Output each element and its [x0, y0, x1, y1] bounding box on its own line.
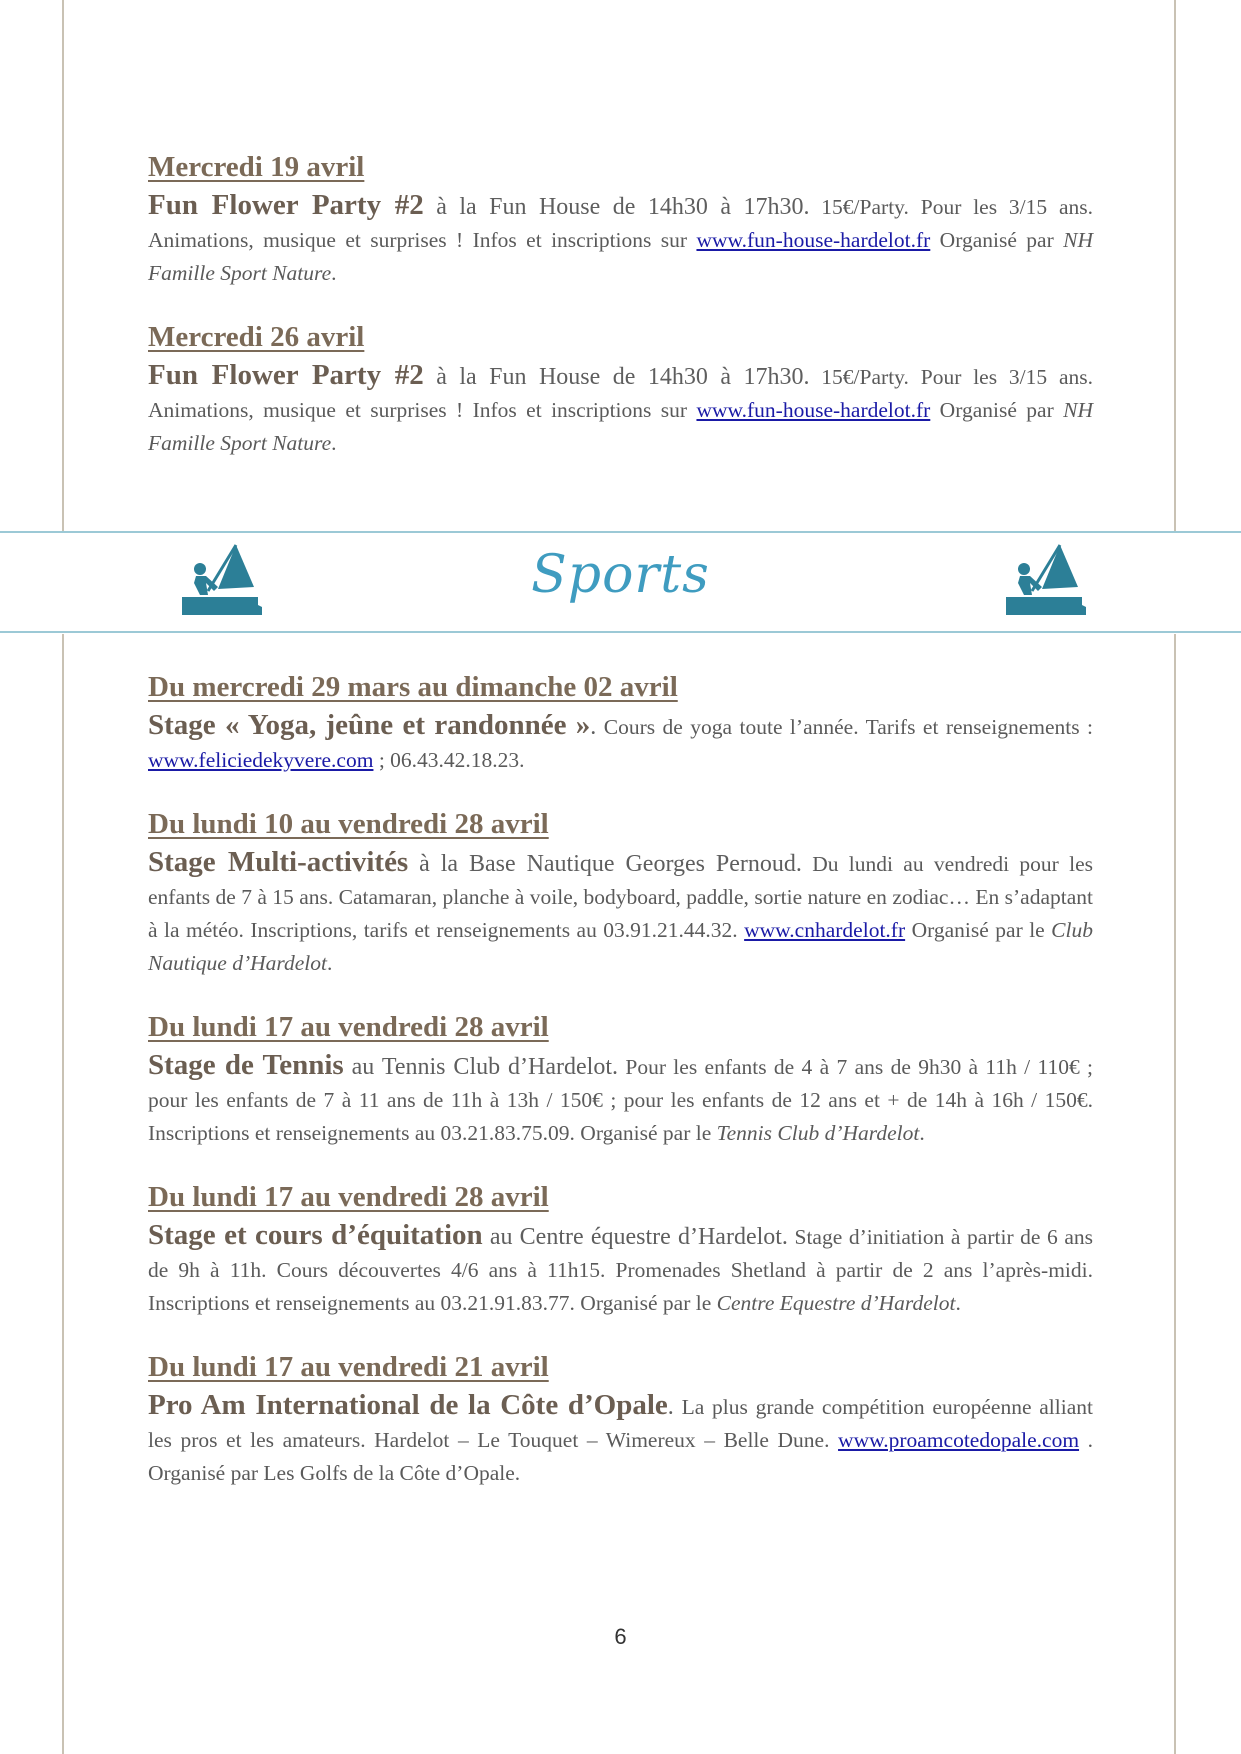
event-date: Du lundi 10 au vendredi 28 avril [148, 808, 549, 840]
event-description [148, 1219, 1093, 1320]
event-title: Stage et cours d’équitation [148, 1219, 483, 1251]
event-link[interactable]: www.fun-house-hardelot.fr [696, 398, 931, 422]
top-events-section [148, 148, 1093, 488]
event-link[interactable]: www.feliciedekyvere.com [148, 748, 374, 772]
event-entry [148, 1178, 1093, 1320]
event-organizer: Club Nautique d’Hardelot [148, 918, 1093, 975]
event-place: . [590, 714, 597, 740]
event-text: La plus grande compétition européenne alliant les pros et les amateurs. Hardelot – Le Touquet – Wimereux – Belle Dune. [148, 1395, 1093, 1452]
event-text: Cours de yoga toute l’année. Tarifs et renseignements : [596, 715, 1094, 739]
event-description [148, 1049, 1093, 1150]
event-date: Mercredi 19 avril [148, 151, 365, 183]
section-title: Sports [531, 545, 710, 605]
event-date: Du lundi 17 au vendredi 21 avril [148, 1351, 549, 1383]
page-number: 6 [614, 1624, 627, 1649]
event-place: au Centre équestre d’Hardelot. [482, 1224, 788, 1250]
event-end: . [331, 431, 337, 455]
event-organizer: Centre Equestre d’Hardelot [716, 1291, 956, 1315]
event-description [148, 709, 1093, 777]
event-end: . [955, 1291, 961, 1315]
event-text: 15€/Party. Pour les 3/15 ans. Animations, musique et surprises ! Infos et inscriptions sur [148, 195, 1094, 252]
event-entry [148, 148, 1093, 290]
event-place: au Tennis Club d’Hardelot. [343, 1054, 619, 1080]
event-text-2: Organisé par [930, 398, 1064, 422]
event-text-2: Organisé par [930, 228, 1064, 252]
event-end: . [331, 261, 337, 285]
event-organizer: NH Famille Sport Nature [148, 398, 1094, 455]
event-text-2: Organisé par le [905, 918, 1052, 942]
event-title: Pro Am International de la Côte d’Opale [148, 1389, 668, 1421]
event-place: à la Fun House de 14h30 à 17h30. [423, 364, 810, 390]
event-text: Du lundi au vendredi pour les enfants de 7 à 15 ans. Catamaran, planche à voile, bodyboard, paddle, sortie nature en zodiac… En s’adaptant à la météo. Inscriptions, tarifs et renseignements au 03.91.21.44.32. [148, 852, 1094, 942]
event-place: à la Fun House de 14h30 à 17h30. [423, 194, 810, 220]
event-title: Stage Multi-activités [148, 846, 409, 878]
event-date: Du mercredi 29 mars au dimanche 02 avril [148, 671, 678, 703]
event-title: Fun Flower Party #2 [148, 359, 424, 391]
windsurf-icon [1002, 543, 1086, 623]
event-date: Du lundi 17 au vendredi 28 avril [148, 1011, 549, 1043]
event-entry [148, 805, 1093, 980]
event-place: . [667, 1394, 674, 1420]
page-border-right-top [1174, 0, 1176, 532]
event-title: Stage « Yoga, jeûne et randonnée » [148, 709, 591, 741]
event-date: Mercredi 26 avril [148, 321, 365, 353]
event-text: 15€/Party. Pour les 3/15 ans. Animations, musique et surprises ! Infos et inscriptions sur [148, 365, 1094, 422]
event-link[interactable]: www.proamcotedopale.com [838, 1428, 1080, 1452]
event-entry [148, 1348, 1093, 1490]
event-description [148, 359, 1093, 460]
event-link[interactable]: www.cnhardelot.fr [744, 918, 906, 942]
event-text-2: ; 06.43.42.18.23. [373, 748, 525, 772]
event-title: Stage de Tennis [148, 1049, 344, 1081]
event-entry [148, 318, 1093, 460]
sports-events-section [148, 668, 1093, 1518]
event-place: à la Base Nautique Georges Pernoud. [408, 851, 802, 877]
event-entry [148, 668, 1093, 777]
event-text: Stage d’initiation à partir de 6 ans de 9h à 11h. Cours découvertes 4/6 ans à 11h15. Promenades Shetland à partir de 2 ans l’après-midi. Inscriptions et renseignements au 03.21.91.83.77. Organisé par le [148, 1225, 1093, 1315]
event-link[interactable]: www.fun-house-hardelot.fr [696, 228, 931, 252]
event-description [148, 189, 1093, 290]
event-title: Fun Flower Party #2 [148, 189, 424, 221]
event-end: . [326, 951, 333, 975]
event-entry [148, 1008, 1093, 1150]
event-organizer: NH Famille Sport Nature [148, 228, 1094, 285]
event-text: Pour les enfants de 4 à 7 ans de 9h30 à 11h / 110€ ; pour les enfants de 7 à 11 ans de 11h à 13h / 150€ ; pour les enfants de 12 ans et + de 14h à 16h / 150€. Inscriptions et renseignements au 03.21.83.75.09. Organisé par le [148, 1055, 1093, 1145]
page-border-left-bottom [62, 634, 64, 1754]
event-description [148, 1389, 1093, 1490]
event-end: . [919, 1121, 925, 1145]
event-organizer: Tennis Club d’Hardelot [716, 1121, 920, 1145]
page-border-left-top [62, 0, 64, 532]
event-text-2: . Organisé par Les Golfs de la Côte d’Opale. [148, 1428, 1093, 1485]
page-border-right-bottom [1174, 634, 1176, 1754]
event-description [148, 846, 1093, 980]
sports-banner [0, 531, 1241, 633]
event-date: Du lundi 17 au vendredi 28 avril [148, 1181, 549, 1213]
